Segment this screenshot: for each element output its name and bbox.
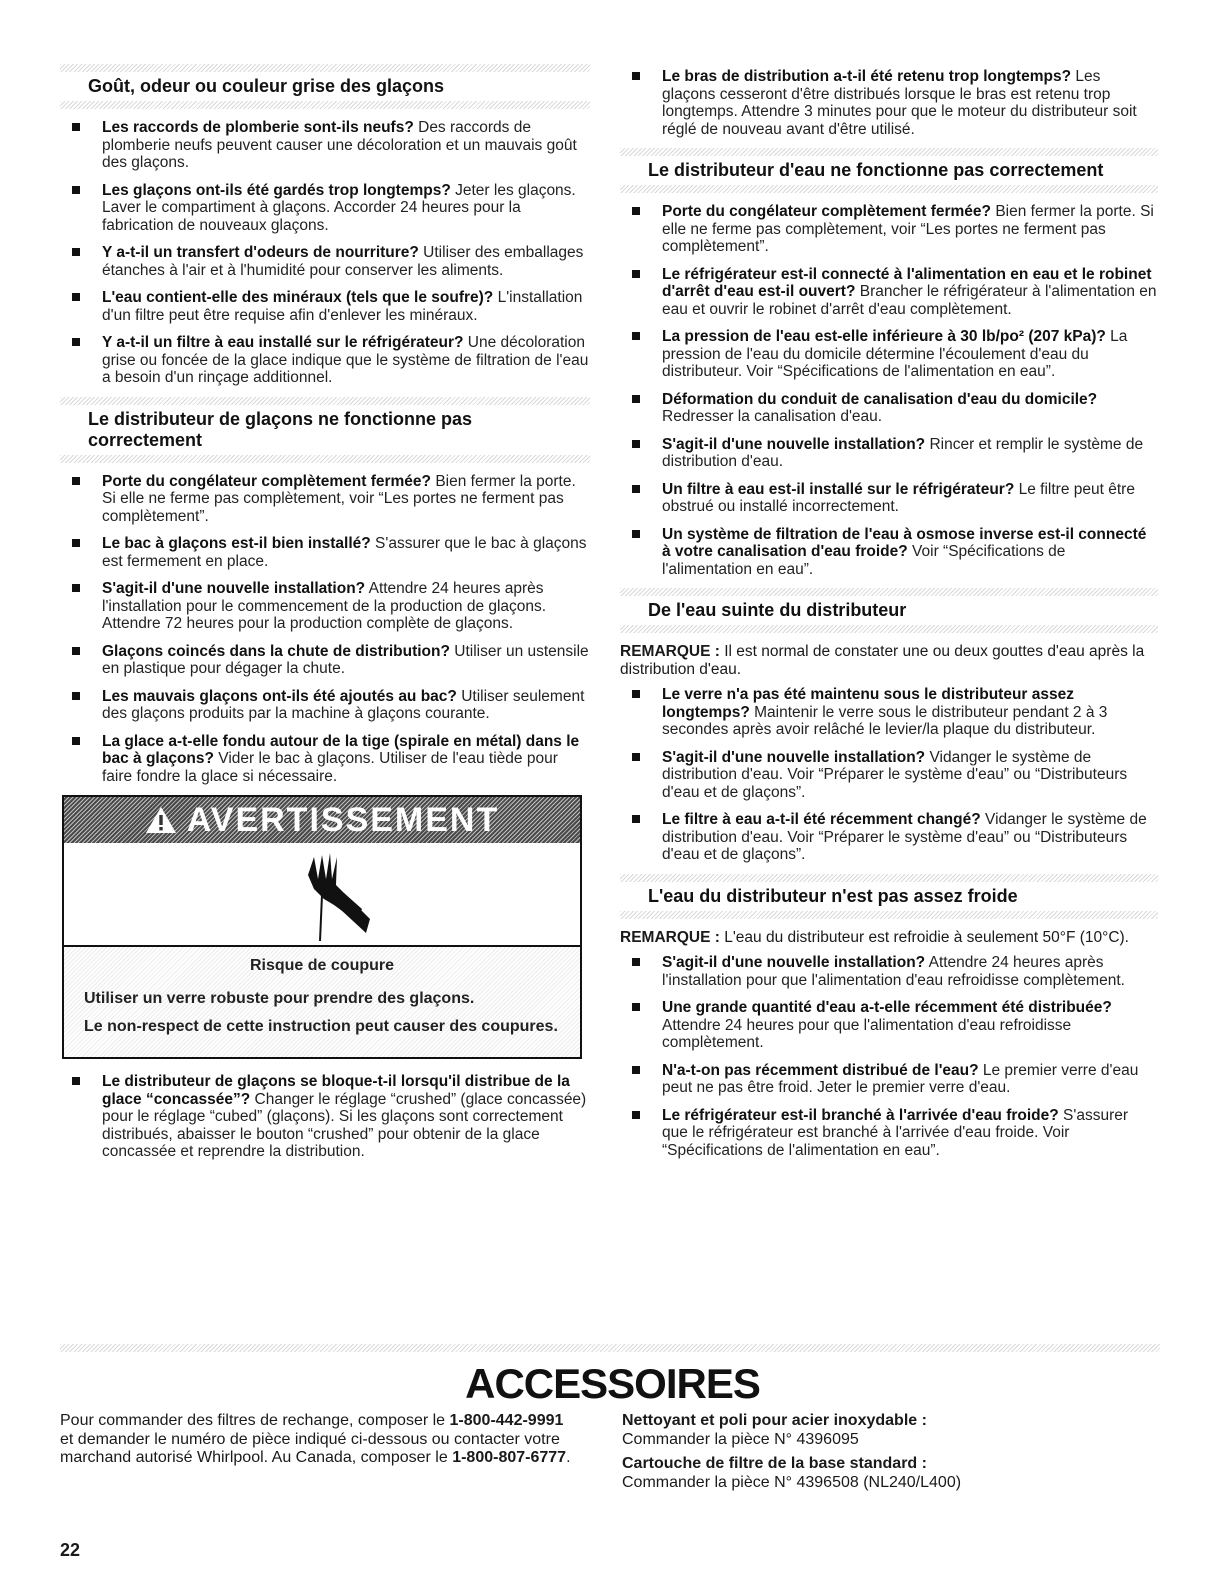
answer: Voir “Spécifications de l'alimentation en eau”. (662, 543, 1066, 578)
bullet-icon (632, 1003, 640, 1011)
section-divider (620, 874, 1158, 882)
warning-body (64, 947, 580, 1057)
phone-us: 1-800-442-9991 (449, 1412, 564, 1429)
answer: S'assurer que le bac à glaçons est fermement en place. (102, 535, 587, 570)
bullet-icon (632, 332, 640, 340)
question: Les glaçons ont-ils été gardés trop longtemps? (102, 181, 451, 199)
bullet-icon (72, 584, 80, 592)
section-divider (620, 588, 1158, 596)
section-divider (620, 911, 1158, 919)
accessory-label: Cartouche de filtre de la base standard : (622, 1455, 927, 1472)
list-item (620, 954, 1158, 989)
order-text: Pour commander des filtres de rechange, composer le (60, 1412, 450, 1429)
list-item (60, 535, 590, 570)
warning-subtitle: Risque de coupure (249, 957, 395, 974)
question: N'a-t-on pas récemment distribué de l'eau? (662, 1061, 979, 1079)
order-text: . (566, 1449, 571, 1466)
bullet-icon (632, 440, 640, 448)
question: Le réfrigérateur est-il branché à l'arrivée d'eau froide? (662, 1106, 1059, 1124)
question: Porte du congélateur complètement fermée? (102, 472, 432, 490)
answer: Utiliser un ustensile en plastique pour dégager la chute. (102, 642, 589, 677)
bullet-icon (632, 270, 640, 278)
warning-header (64, 797, 580, 843)
page-number: 22 (60, 1540, 81, 1560)
answer: Attendre 24 heures après l'installation pour le commencement de la production de glaçons. Attendre 72 heures pour la production complète de glaçons. (102, 580, 547, 632)
warning-instruction: Utiliser un verre robuste pour prendre des glaçons. (84, 990, 475, 1007)
remark (620, 643, 1158, 678)
list-item (60, 1073, 590, 1161)
answer: Utiliser des emballages étanches à l'air et à l'humidité pour conserver les aliments. (102, 244, 584, 279)
item-list (60, 473, 590, 786)
bullet-icon (632, 815, 640, 823)
remark-text: L'eau du distributeur est refroidie à seulement 50°F (10°C). (719, 928, 1129, 946)
item-list (620, 68, 1158, 138)
section-water-not-cold (620, 874, 1158, 1160)
list-item (60, 688, 590, 723)
section-water-leak (620, 588, 1158, 864)
phone-canada: 1-800-807-6777 (452, 1449, 567, 1466)
bullet-icon (632, 530, 640, 538)
accessory-part: Commander la pièce N° 4396508 (NL240/L400) (622, 1473, 962, 1491)
section-divider (620, 148, 1158, 156)
bullet-icon (72, 539, 80, 547)
answer: Utiliser seulement des glaçons produits par la machine à glaçons courante. (102, 687, 585, 722)
question: Le réfrigérateur est-il connecté à l'alimentation en eau et le robinet d'arrêt d'eau est-il ouvert? (662, 265, 1152, 300)
question: Le verre n'a pas été maintenu sous le distributeur assez longtemps? (662, 686, 1074, 721)
item-list (60, 119, 590, 387)
right-column (620, 64, 1158, 1169)
accessory-label: Nettoyant et poli pour acier inoxydable : (622, 1412, 927, 1429)
bullet-icon (72, 737, 80, 745)
accessories-parts (622, 1412, 1142, 1498)
accessories-title: ACCESSOIRES (465, 1360, 760, 1407)
question: S'agit-il d'une nouvelle installation? (662, 435, 926, 453)
answer: Brancher le réfrigérateur à l'alimentation en eau et ouvrir le robinet d'arrêt d'eau complètement. (662, 283, 1157, 318)
answer: Jeter les glaçons. Laver le compartiment à glaçons. Accorder 24 heures pour la fabrication de nouveaux glaçons. (102, 181, 576, 234)
question: Y a-t-il un filtre à eau installé sur le réfrigérateur? (102, 334, 464, 351)
answer: L'installation d'un filtre peut être requise afin d'enlever les minéraux. (102, 289, 583, 324)
question: Les mauvais glaçons ont-ils été ajoutés au bac? (102, 687, 457, 705)
bullet-icon (72, 186, 80, 194)
list-item (620, 266, 1158, 319)
list-item (620, 436, 1158, 471)
bullet-icon (632, 1111, 640, 1119)
accessories-divider (60, 1344, 1160, 1352)
bullet-icon (632, 485, 640, 493)
remark-label: REMARQUE : (620, 928, 720, 946)
answer: Le filtre peut être obstrué ou installé incorrectement. (662, 480, 1135, 515)
list-item (620, 749, 1158, 802)
question: Déformation du conduit de canalisation d'eau du domicile? (662, 390, 1098, 408)
question: L'eau contient-elle des minéraux (tels que le soufre)? (102, 289, 494, 306)
answer: Des raccords de plomberie neufs peuvent causer une décoloration et un mauvais goût des glaçons. (102, 119, 577, 171)
warning-illustration (64, 843, 580, 947)
left-column (60, 64, 590, 1171)
question: S'agit-il d'une nouvelle installation? (102, 580, 366, 597)
bullet-icon (72, 692, 80, 700)
question: Une grande quantité d'eau a-t-elle récemment été distribuée? (662, 999, 1112, 1016)
section-water-dispenser (620, 148, 1158, 578)
section-divider (620, 625, 1158, 633)
warning-title: AVERTISSEMENT (186, 800, 500, 839)
section-ice-dispenser (60, 397, 590, 786)
bullet-icon (632, 395, 640, 403)
question: Le bac à glaçons est-il bien installé? (102, 535, 371, 552)
answer: Vidanger le système de distribution d'eau. Voir “Préparer le système d'eau” ou “Distributeurs d'eau et de glaçons”. (662, 811, 1147, 863)
bullet-icon (72, 293, 80, 301)
section-divider (60, 101, 590, 109)
bullet-icon (632, 72, 640, 80)
list-item (60, 289, 590, 324)
bullet-icon (632, 958, 640, 966)
question: Un filtre à eau est-il installé sur le réfrigérateur? (662, 480, 1015, 498)
list-item (60, 733, 590, 786)
section-title: Goût, odeur ou couleur grise des glaçons (88, 76, 445, 96)
question: Y a-t-il un transfert d'odeurs de nourriture? (102, 244, 419, 261)
list-item (60, 580, 590, 633)
list-item (60, 334, 590, 387)
question: Porte du congélateur complètement fermée? (662, 203, 992, 220)
list-item (620, 328, 1158, 381)
list-item (620, 203, 1158, 256)
section-title: L'eau du distributeur n'est pas assez froide (648, 885, 1018, 906)
list-item (620, 999, 1158, 1052)
item-list (60, 1073, 590, 1161)
bullet-icon (72, 338, 80, 346)
answer: Redresser la canalisation d'eau. (662, 408, 883, 425)
question: Le distributeur de glaçons se bloque-t-il lorsqu'il distribue de la glace “concassée”? (102, 1073, 570, 1108)
warning-consequence: Le non-respect de cette instruction peut causer des coupures. (84, 1018, 558, 1035)
cut-hand-icon (284, 849, 374, 941)
question: Un système de filtration de l'eau à osmose inverse est-il connecté à votre canalisation d'eau froide? (662, 525, 1147, 560)
section-title: De l'eau suinte du distributeur (648, 600, 907, 620)
question: S'agit-il d'une nouvelle installation? (662, 748, 926, 766)
answer: Attendre 24 heures après l'installation pour que l'alimentation d'eau refroidisse complètement. (662, 954, 1125, 989)
bullet-icon (72, 248, 80, 256)
question: Le bras de distribution a-t-il été retenu trop longtemps? (662, 68, 1072, 85)
section-title: Le distributeur de glaçons ne fonctionne pas correctement (88, 408, 473, 450)
list-item (620, 481, 1158, 516)
list-item (60, 473, 590, 526)
answer: Attendre 24 heures pour que l'alimentation d'eau refroidisse complètement. (662, 1016, 1072, 1051)
section-taste-odor (60, 64, 590, 387)
answer: Changer le réglage “crushed” (glace concassée) pour le réglage “cubed” (glaçons). Si les glaçons sont correctement distribués, abaisser le bouton “crushed” pour obtenir de la glace concassée et reprendre la distribution. (102, 1090, 587, 1160)
answer: Une décoloration grise ou foncée de la glace indique que le système de filtration de l'eau a besoin d'un rinçage additionnel. (102, 334, 589, 386)
bullet-icon (72, 477, 80, 485)
item-list (620, 203, 1158, 578)
order-text: et demander le numéro de pièce indiqué ci-dessous ou contacter votre marchand autorisé Whirlpool. Au Canada, composer le (60, 1430, 560, 1466)
section-divider (60, 455, 590, 463)
list-item (620, 68, 1158, 138)
question: Le filtre à eau a-t-il été récemment changé? (662, 811, 981, 828)
answer: S'assurer que le réfrigérateur est branché à l'arrivée d'eau froide. Voir “Spécifications de l'alimentation en eau”. (662, 1106, 1129, 1159)
bullet-icon (632, 1066, 640, 1074)
bullet-icon (632, 690, 640, 698)
answer: Maintenir le verre sous le distributeur pendant 2 à 3 secondes après avoir relâché le levier/la plaque du distributeur. (662, 703, 1108, 738)
bullet-icon (72, 123, 80, 131)
list-item (60, 643, 590, 678)
answer: Bien fermer la porte. Si elle ne ferme pas complètement, voir “Les portes ne ferment pas complètement”. (102, 472, 576, 525)
section-divider (60, 397, 590, 405)
accessory-item (622, 1455, 1142, 1492)
section-divider (60, 64, 590, 72)
list-item (60, 182, 590, 235)
list-item (60, 119, 590, 172)
warning-box (62, 795, 582, 1059)
list-item (620, 1107, 1158, 1160)
remark-text: Il est normal de constater une ou deux gouttes d'eau après la distribution d'eau. (620, 643, 1145, 678)
bullet-icon (632, 207, 640, 215)
accessory-part: Commander la pièce N° 4396095 (622, 1430, 859, 1448)
accessories-order-info (60, 1412, 580, 1468)
answer: Le premier verre d'eau peut ne pas être froid. Jeter le premier verre d'eau. (662, 1061, 1139, 1096)
section-title: Le distributeur d'eau ne fonctionne pas correctement (648, 160, 1104, 180)
list-item (620, 686, 1158, 739)
remark-label: REMARQUE : (620, 643, 720, 660)
remark (620, 929, 1158, 947)
answer: Bien fermer la porte. Si elle ne ferme pas complètement, voir “Les portes ne ferment pas complètement”. (662, 203, 1154, 255)
answer: Vidanger le système de distribution d'eau. Voir “Préparer le système d'eau” ou “Distributeurs d'eau et de glaçons”. (662, 748, 1128, 801)
question: S'agit-il d'une nouvelle installation? (662, 954, 926, 971)
list-item (620, 811, 1158, 864)
item-list (620, 954, 1158, 1159)
item-list (620, 686, 1158, 864)
answer: Rincer et remplir le système de distribution d'eau. (662, 435, 1144, 470)
list-item (620, 391, 1158, 426)
answer: Les glaçons cesseront d'être distribués lorsque le bras est retenu trop longtemps. Attendre 3 minutes pour que le moteur du distributeur soit réglé de nouveau avant d'être utilisé. (662, 68, 1137, 138)
answer: La pression de l'eau du domicile détermine l'écoulement d'eau du distributeur. Voir “Spécifications de l'alimentation en eau”. (662, 328, 1128, 380)
question: Glaçons coincés dans la chute de distribution? (102, 642, 450, 660)
list-item (60, 244, 590, 279)
section-divider (620, 185, 1158, 193)
bullet-icon (632, 753, 640, 761)
list-item (620, 1062, 1158, 1097)
list-item (620, 526, 1158, 579)
answer: Vider le bac à glaçons. Utiliser de l'eau tiède pour faire fondre la glace si nécessaire. (102, 750, 558, 785)
question: La glace a-t-elle fondu autour de la tige (spirale en métal) dans le bac à glaçons? (102, 732, 580, 767)
question: La pression de l'eau est-elle inférieure à 30 lb/po² (207 kPa)? (662, 328, 1106, 345)
warning-triangle-icon (145, 805, 177, 835)
bullet-icon (72, 647, 80, 655)
accessory-item (622, 1412, 1142, 1449)
question: Les raccords de plomberie sont-ils neufs? (102, 119, 414, 136)
bullet-icon (72, 1077, 80, 1085)
